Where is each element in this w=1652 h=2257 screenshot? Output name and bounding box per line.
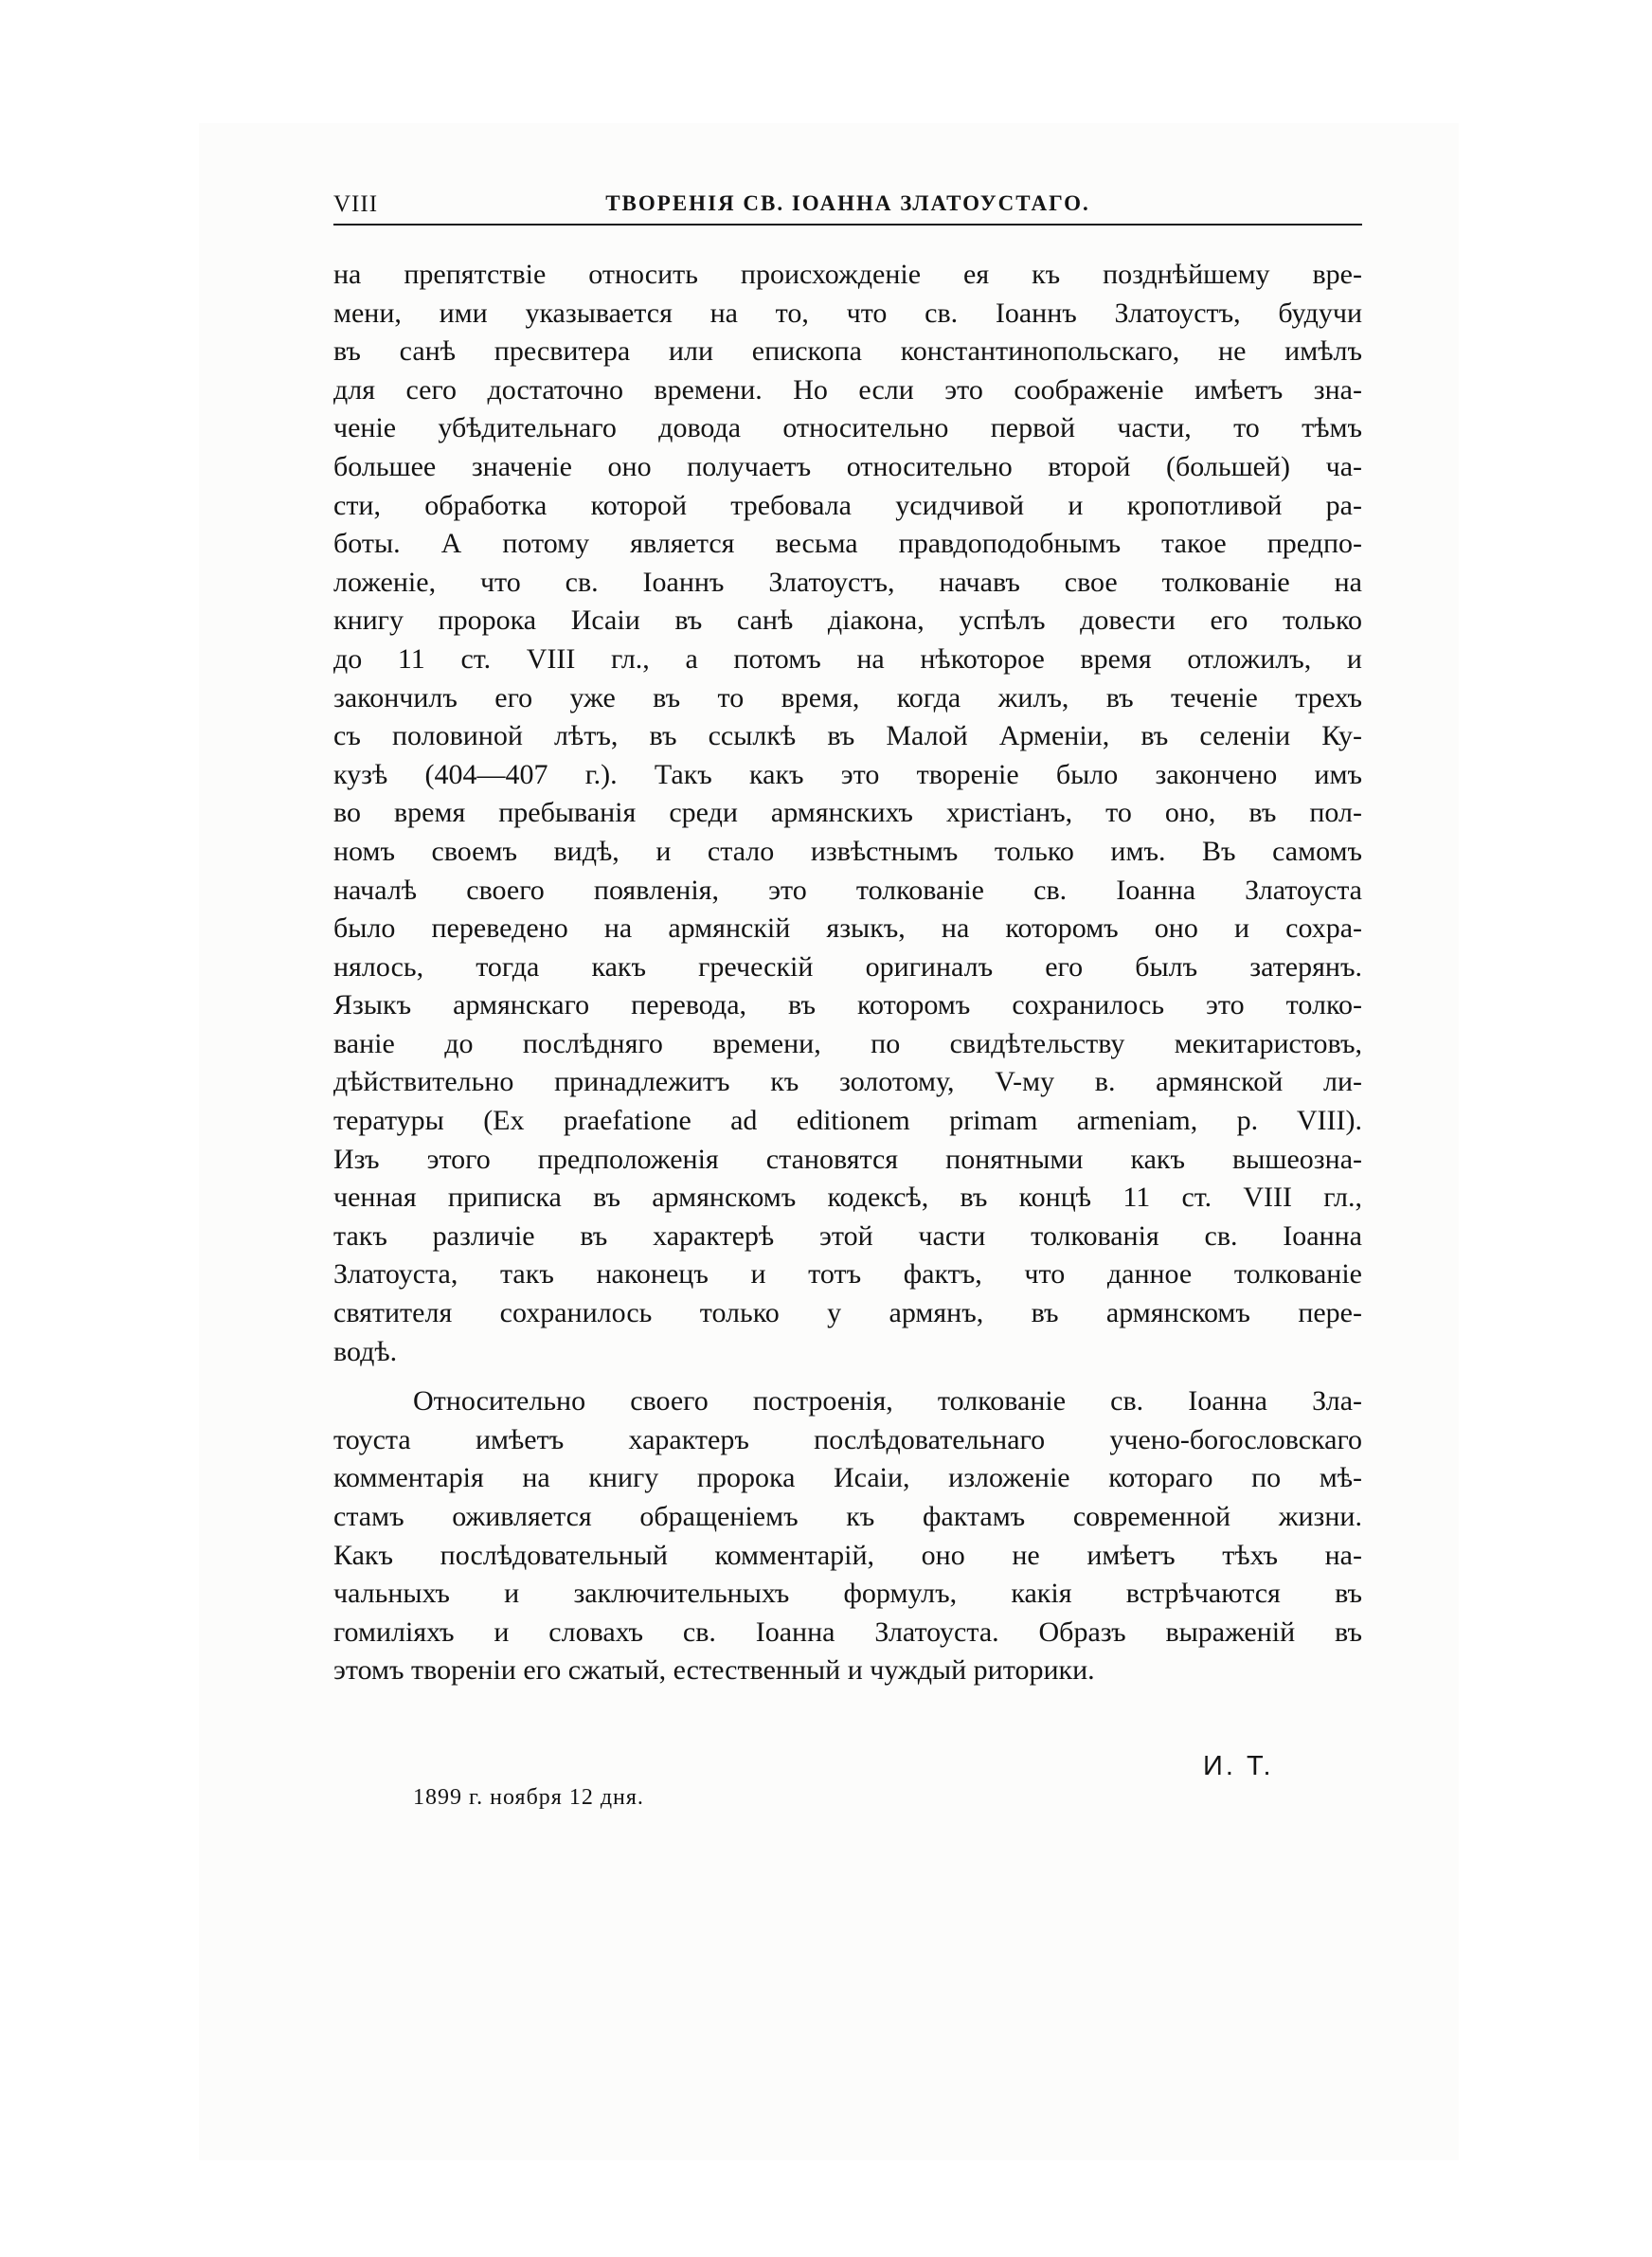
text-line: книгу пророка Исаіи въ санѣ діакона, успѣлъ довести его только: [333, 605, 1362, 637]
text-line: Относительно своего построенія, толкованіе св. Іоанна Зла-: [413, 1385, 1362, 1417]
text-line: во время пребыванія среди армянскихъ христіанъ, то оно, въ пол-: [333, 797, 1362, 829]
page-header: [333, 188, 1362, 226]
text-line: Изъ этого предположенія становятся понятными какъ вышеозна-: [333, 1143, 1362, 1175]
running-title: ТВОРЕНІЯ СВ. ІОАННА ЗЛАТОУСТАГО.: [605, 191, 1090, 215]
text-line: мени, ими указывается на то, что св. Іоаннъ Златоустъ, будучи: [333, 297, 1362, 329]
text-line: боты. А потому является весьма правдоподобнымъ такое предпо-: [333, 528, 1362, 560]
paragraph-2: [333, 1382, 1362, 1690]
text-line: ченная приписка въ армянскомъ кодексѣ, въ концѣ 11 ст. VIII гл.,: [333, 1182, 1362, 1214]
text-line: чальныхъ и заключительныхъ формулъ, какія встрѣчаются въ: [333, 1578, 1362, 1610]
text-line: началѣ своего появленія, это толкованіе св. Іоанна Златоуста: [333, 874, 1362, 906]
page-number: VIII: [333, 191, 379, 217]
text-line: святителя сохранилось только у армянъ, въ армянскомъ пере-: [333, 1297, 1362, 1329]
text-line: было переведено на армянскій языкъ, на которомъ оно и сохра-: [333, 912, 1362, 945]
text-line: кузѣ (404—407 г.). Такъ какъ это твореніе было закончено имъ: [333, 758, 1362, 790]
text-line: для сего достаточно времени. Но если это соображеніе имѣетъ зна-: [333, 373, 1362, 406]
text-line: этомъ твореніи его сжатый, естественный и чуждый риторики.: [333, 1654, 1095, 1687]
text-line: въ санѣ пресвитера или епископа константинопольскаго, не имѣлъ: [333, 335, 1362, 368]
text-line: комментарія на книгу пророка Исаіи, изложеніе котораго по мѣ-: [333, 1462, 1362, 1494]
text-line: тоуста имѣетъ характеръ послѣдовательнаго учено-богословскаго: [333, 1423, 1362, 1455]
body-text: [333, 256, 1362, 1690]
text-line: водѣ.: [333, 1335, 398, 1367]
text-line: нялось, тогда какъ греческій оригиналъ его былъ затерянъ.: [333, 950, 1362, 983]
text-line: ложеніе, что св. Іоаннъ Златоустъ, начавъ свое толкованіе на: [333, 566, 1362, 598]
text-line: ваніе до послѣдняго времени, по свидѣтельству мекитаристовъ,: [333, 1027, 1362, 1059]
text-line: гомиліяхъ и словахъ св. Іоанна Златоуста. Образъ выраженій въ: [333, 1616, 1362, 1648]
text-line: стамъ оживляется обращеніемъ къ фактамъ современной жизни.: [333, 1501, 1362, 1532]
date-line: 1899 г. ноября 12 дня.: [413, 1785, 644, 1810]
text-line: на препятствіе относить происхожденіе ея къ позднѣйшему вре-: [333, 259, 1362, 290]
text-line: тературы (Ex praefatione ad editionem primam armeniam, p. VIII).: [333, 1105, 1362, 1137]
text-line: съ половиной лѣтъ, въ ссылкѣ въ Малой Арменіи, въ селеніи Ку-: [333, 720, 1362, 752]
text-line: закончилъ его уже въ то время, когда жилъ, въ теченіе трехъ: [333, 681, 1362, 713]
text-line: большее значеніе оно получаетъ относительно второй (большей) ча-: [333, 450, 1362, 482]
text-line: до 11 ст. VIII гл., а потомъ на нѣкоторое время отложилъ, и: [333, 642, 1362, 675]
text-line: дѣйствительно принадлежитъ къ золотому, V-му в. армянской ли-: [333, 1066, 1362, 1098]
text-line: Какъ послѣдовательный комментарій, оно не имѣетъ тѣхъ на-: [333, 1539, 1362, 1571]
text-line: сти, обработка которой требовала усидчивой и кропотливой ра-: [333, 489, 1362, 521]
text-line: такъ различіе въ характерѣ этой части толкованія св. Іоанна: [333, 1219, 1362, 1252]
author-initials: И. Т.: [1203, 1751, 1274, 1781]
paragraph-gap: [333, 1371, 1362, 1382]
paragraph-1: [333, 256, 1362, 1371]
text-line: Языкъ армянскаго перевода, въ которомъ сохранилось это толко-: [333, 989, 1362, 1021]
text-line: Златоуста, такъ наконецъ и тотъ фактъ, что данное толкованіе: [333, 1258, 1362, 1291]
text-line: номъ своемъ видѣ, и стало извѣстнымъ только имъ. Въ самомъ: [333, 835, 1362, 867]
text-line: ченіе убѣдительнаго довода относительно первой части, то тѣмъ: [333, 412, 1362, 444]
